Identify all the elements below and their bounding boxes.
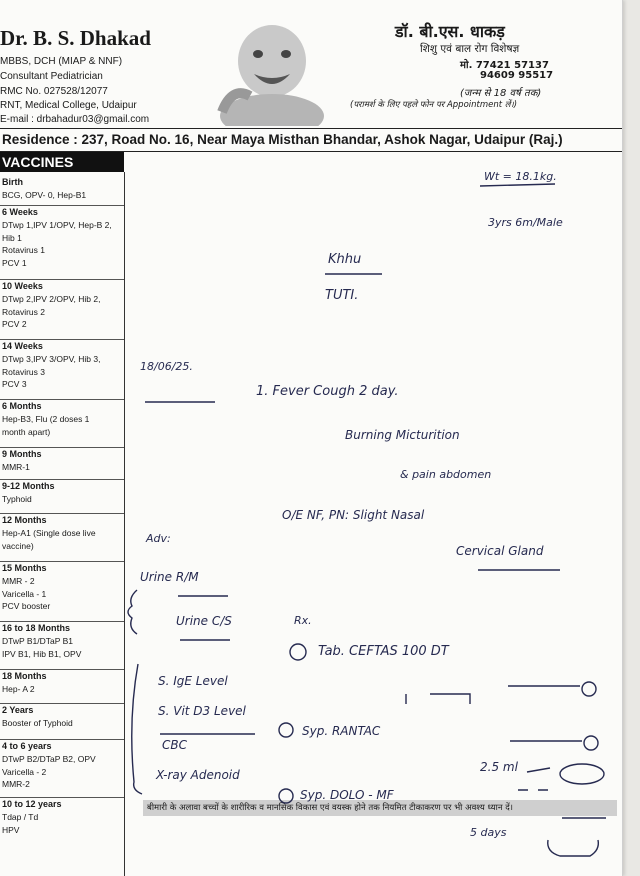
patient-name: Khhu — [328, 252, 362, 267]
vaccine-item: PCV booster — [2, 601, 51, 611]
vaccine-age: 10 to 12 years — [2, 799, 62, 809]
vaccine-item: Rotavirus 2 — [2, 306, 45, 317]
circled-number — [290, 644, 306, 660]
vaccine-item: Rotavirus 1 — [2, 245, 45, 255]
vaccine-item: DTwp 1,IPV 1/OPV, Hep-B 2, — [2, 220, 112, 230]
complaint-2: Burning Micturition — [345, 428, 460, 442]
vaccine-item: DTwP B1/DTaP B1 — [2, 636, 74, 646]
vaccine-item: MMR-2 — [2, 779, 30, 789]
vaccine-item: Hep-A1 (Single dose live — [2, 528, 96, 538]
vaccine-item: HPV — [2, 824, 20, 835]
doctor-name: Dr. B. S. Dhakad — [0, 26, 151, 50]
age-sex-note: 3yrs 6m/Male — [488, 216, 563, 229]
vaccine-item: DTwp 3,IPV 3/OPV, Hib 3, — [2, 354, 101, 364]
advice-label: Adv: — [146, 532, 171, 545]
visit-date: 18/06/25. — [140, 360, 193, 373]
next-visit-note: 5 days — [470, 826, 507, 839]
complaint-3: & pain abdomen — [400, 468, 492, 481]
complaint-1: 1. Fever Cough 2 day. — [256, 384, 399, 399]
medicine-2: Syp. RANTAC — [302, 724, 381, 738]
age-note: (जन्म से 18 वर्ष तक) — [460, 88, 542, 99]
vaccine-age: 6 Months — [2, 401, 42, 411]
vaccine-item: PCV 2 — [2, 319, 27, 329]
circled-number — [279, 789, 293, 803]
vaccine-age: Birth — [2, 177, 23, 187]
doctor-email: E-mail : drbahadur03@gmail.com — [0, 114, 150, 125]
vaccine-age: 9 Months — [2, 449, 42, 459]
vaccine-item: Varicella - 2 — [2, 766, 47, 777]
vaccines-heading: VACCINES — [0, 152, 124, 172]
doctor-mobile-1: मो. 77421 57137 — [460, 60, 549, 71]
footer-note: बीमारी के अलावा बच्चों के शारीरिक व मानसिक विकास एवं वयस्क होने तक नियमित टीकाकरण पर भी अवश्य ध्यान दें। — [147, 803, 514, 813]
circled-number — [584, 736, 598, 750]
vaccine-age: 2 Years — [2, 705, 34, 715]
bracket-stroke — [132, 664, 142, 794]
vaccine-item: MMR - 2 — [2, 576, 35, 586]
examination-2: Cervical Gland — [456, 544, 544, 558]
medicine-3: Syp. DOLO - MF — [300, 788, 394, 802]
vaccine-item: Hep-B3, Flu (2 doses 1 — [2, 414, 90, 424]
investigation-urine-rm: Urine R/M — [140, 570, 199, 584]
vaccine-age: 4 to 6 years — [2, 741, 52, 751]
weight-note: Wt = 18.1kg. — [484, 170, 557, 183]
doctor-rmc: RMC No. 027528/12077 — [0, 86, 108, 97]
doctor-degree: MBBS, DCH (MIAP & NNF) — [0, 56, 123, 67]
medicine-1: Tab. CEFTAS 100 DT — [318, 644, 449, 659]
vaccine-age: 18 Months — [2, 671, 47, 681]
vaccine-item: MMR-1 — [2, 462, 30, 472]
vaccine-item: Tdap / Td — [2, 812, 39, 822]
circled-number — [582, 682, 596, 696]
vaccine-item: PCV 1 — [2, 257, 27, 268]
vaccine-item: BCG, OPV- 0, Hep-B1 — [2, 190, 87, 200]
patient-name-2: TUTI. — [325, 288, 359, 303]
investigation-xray: X-ray Adenoid — [156, 768, 240, 782]
doctor-college: RNT, Medical College, Udaipur — [0, 100, 137, 111]
dose-line — [527, 768, 550, 772]
residence-address: Residence : 237, Road No. 16, Near Maya Misthan Bhandar, Ashok Nagar, Udaipur (Raj.) — [2, 132, 563, 147]
doctor-name-hindi: डॉ. बी.एस. धाकड़ — [395, 22, 505, 41]
vaccine-age: 9-12 Months — [2, 481, 55, 491]
appointment-note: (परामर्श के लिए पहले फोन पर Appointment लें।) — [350, 100, 518, 110]
dose-ticks — [406, 694, 470, 704]
vaccine-item: Booster of Typhoid — [2, 718, 73, 728]
vaccine-age: 12 Months — [2, 515, 47, 525]
vaccine-age: 14 Weeks — [2, 341, 43, 351]
vaccine-item: DTwP B2/DTaP B2, OPV — [2, 754, 96, 764]
circled-note — [560, 764, 604, 784]
vaccine-item: PCV 3 — [2, 379, 27, 389]
investigation-cbc: CBC — [162, 738, 187, 752]
vaccine-item: vaccine) — [2, 540, 34, 551]
doctor-role: Consultant Pediatrician — [0, 71, 103, 82]
examination: O/E NF, PN: Slight Nasal — [282, 508, 425, 522]
circled-number — [279, 723, 293, 737]
vaccine-item: Hep- A 2 — [2, 684, 35, 694]
doctor-title-hindi: शिशु एवं बाल रोग विशेषज्ञ — [420, 43, 520, 55]
vaccine-item: Rotavirus 3 — [2, 366, 45, 377]
vaccine-item: Varicella - 1 — [2, 588, 47, 599]
vaccine-item: DTwp 2,IPV 2/OPV, Hib 2, — [2, 294, 101, 304]
rx-label: Rx. — [294, 614, 312, 627]
vaccine-item: Typhoid — [2, 494, 32, 504]
vaccine-item: Hib 1 — [2, 232, 22, 243]
investigation-ige: S. IgE Level — [158, 674, 228, 688]
dose-3: 2.5 ml — [480, 760, 518, 774]
bracket-stroke — [128, 590, 137, 634]
bracket-stroke — [548, 840, 599, 856]
doctor-mobile-2: 94609 95517 — [480, 70, 554, 81]
vaccine-item: IPV B1, Hib B1, OPV — [2, 648, 82, 659]
vaccine-age: 10 Weeks — [2, 281, 43, 291]
vaccine-age: 6 Weeks — [2, 207, 38, 217]
vaccine-age: 16 to 18 Months — [2, 623, 71, 633]
vaccine-item: month apart) — [2, 426, 51, 437]
vaccine-age: 15 Months — [2, 563, 47, 573]
underline-stroke — [480, 184, 555, 186]
investigation-vitd3: S. Vit D3 Level — [158, 704, 246, 718]
investigation-urine-cs: Urine C/S — [176, 614, 232, 628]
